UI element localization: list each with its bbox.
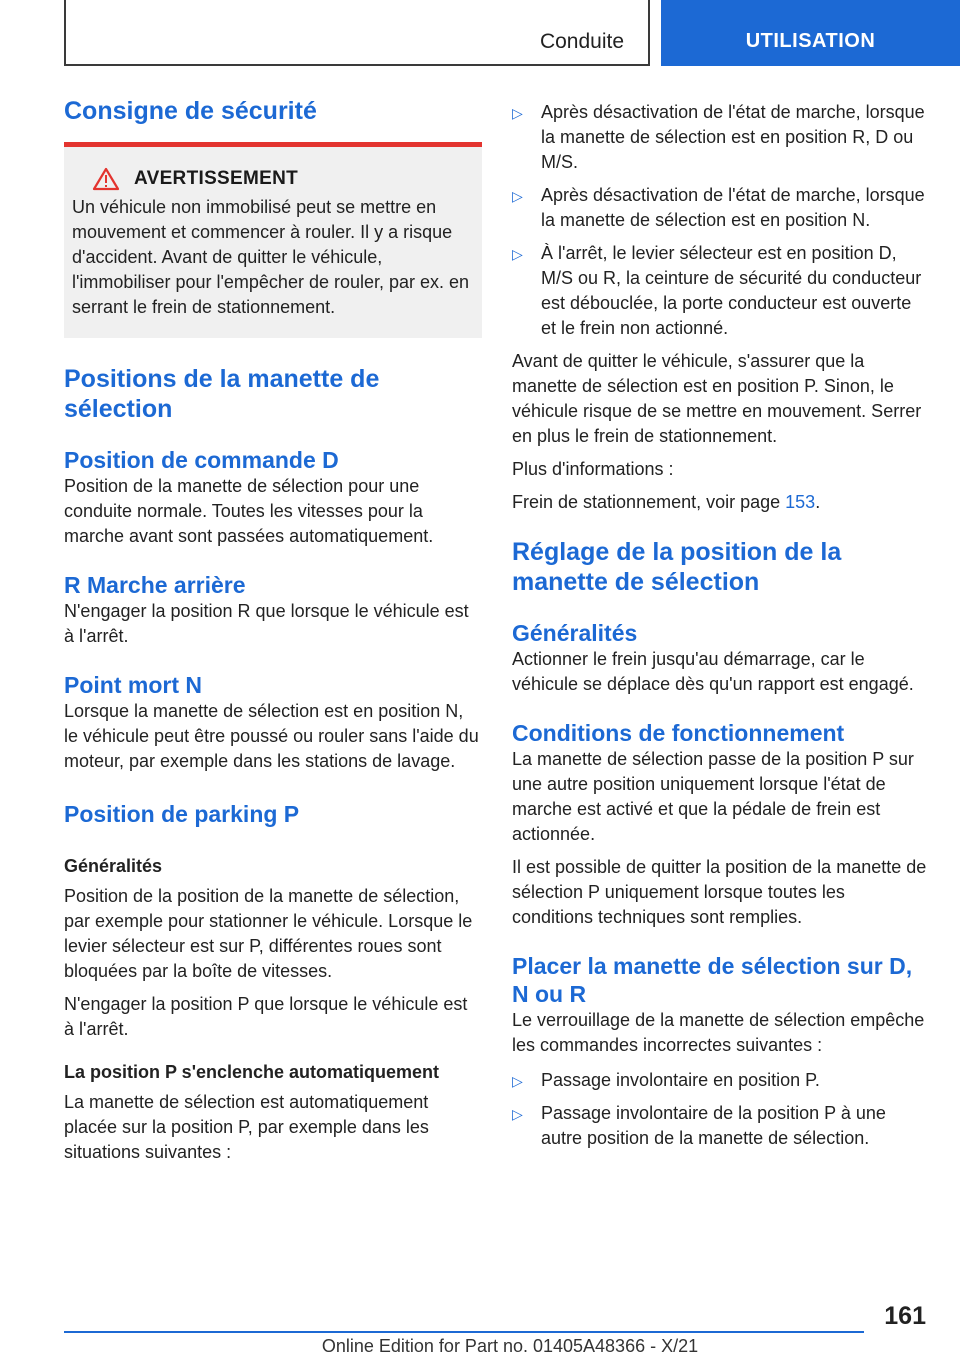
footer-edition: Online Edition for Part no. 01405A48366 - X/21 [321, 1336, 699, 1356]
warning-text: Un véhicule non immobilisé peut se mettre en mouvement et commencer à rouler. Il y a risque d'accident. Avant de quitter le véhicule, l'immobiliser pour l'empêcher de rouler, par ex. en serrant le frein de stationnement. [72, 197, 470, 317]
header-chapter-label: UTILISATION [745, 30, 876, 52]
list-item: ▷ À l'arrêt, le levier sélecteur est en position D, M/S ou R, la ceinture de sécurité du conducteur est débouclée, la porte conducteur est ouverte et le frein non actionné. [512, 243, 922, 338]
list-item: ▷ Après désactivation de l'état de marche, lorsque la manette de sélection est en position R, D ou M/S. [512, 102, 925, 172]
heading-position-d: Position de commande D [64, 447, 339, 473]
triangle-bullet-icon: ▷ [512, 1106, 523, 1122]
text-more-info: Plus d'informations : [512, 459, 674, 479]
list-item: ▷ Passage involontaire en position P. [512, 1068, 930, 1093]
header-chapter-tab[interactable] [661, 0, 960, 66]
warning-title: AVERTISSEMENT [134, 168, 299, 189]
page-number: 161 [884, 1302, 926, 1330]
triangle-bullet-icon: ▷ [512, 1073, 523, 1089]
text-position-n: Lorsque la manette de sélection est en position N, le véhicule peut être poussé ou rouler sans l'aide du moteur, par exemple dans les stations de lavage. [64, 701, 479, 771]
list-item: ▷ Passage involontaire de la position P à une autre position de la manette de sélection. [512, 1103, 886, 1148]
heading-positions: Positions de la manette de sélection [64, 365, 380, 423]
text-position-p-1: Position de la position de la manette de sélection, par exemple pour stationner le véhicule. Lorsque le levier sélecteur est sur P, différentes roues sont bloquées par la boîte de vitesses. [64, 886, 473, 981]
left-column [64, 96, 482, 1165]
auto-p-situations-list [512, 100, 930, 341]
right-column [512, 100, 930, 1159]
heading-general: Généralités [512, 620, 638, 646]
text-position-d: Position de la manette de sélection pour une conduite normale. Toutes les vitesses pour la marche avant sont passées automatiquement. [64, 476, 434, 546]
list-item: ▷ Après désactivation de l'état de marche, lorsque la manette de sélection est en position N. [512, 185, 925, 230]
triangle-bullet-icon: ▷ [512, 246, 523, 262]
heading-position-p: Position de parking P [64, 801, 300, 827]
heading-position-r: R Marche arrière [64, 572, 246, 598]
heading-conditions: Conditions de fonctionnement [512, 720, 845, 746]
footer-rule [64, 1331, 864, 1333]
text-position-r: N'engager la position R que lorsque le véhicule est à l'arrêt. [64, 601, 469, 646]
text-reference: Frein de stationnement, voir page 153. [512, 492, 821, 512]
triangle-bullet-icon: ▷ [512, 188, 523, 204]
header-frame [64, 0, 650, 66]
text-general: Actionner le frein jusqu'au démarrage, car le véhicule se déplace dès qu'un rapport est engagé. [512, 649, 914, 694]
text-leave-vehicle: Avant de quitter le véhicule, s'assurer que la manette de sélection est en position P. Sinon, le véhicule risque de se mettre en mouvement. Serrer en plus le frein de stationnement. [512, 351, 922, 446]
warning-box [64, 147, 482, 338]
triangle-bullet-icon: ▷ [512, 105, 523, 121]
text-position-p-2: N'engager la position P que lorsque le véhicule est à l'arrêt. [64, 994, 468, 1039]
warning-title-row [72, 167, 476, 191]
warning-triangle-icon [92, 167, 120, 191]
header-section-title: Conduite [539, 30, 624, 53]
text-conditions-1: La manette de sélection passe de la position P sur une autre position uniquement lorsque l'état de marche est activé et que la pédale de frein est actionnée. [512, 749, 914, 844]
heading-placer: Placer la manette de sélection sur D, N ou R [512, 953, 913, 1007]
subheading-p-general: Généralités [64, 856, 163, 876]
text-placer: Le verrouillage de la manette de sélection empêche les commandes incorrectes suivantes : [512, 1010, 925, 1055]
heading-position-n: Point mort N [64, 672, 202, 698]
page-reference-link[interactable]: 153 [785, 492, 816, 512]
heading-reglage: Réglage de la position de la manette de sélection [512, 538, 842, 596]
subheading-p-auto: La position P s'enclenche automatiquement [64, 1062, 440, 1082]
text-position-p-auto: La manette de sélection est automatiquement placée sur la position P, par exemple dans les situations suivantes : [64, 1092, 429, 1162]
text-conditions-2: Il est possible de quitter la position de la manette de sélection P uniquement lorsque toutes les conditions techniques sont remplies. [512, 857, 927, 927]
heading-safety: Consigne de sécurité [64, 97, 317, 125]
incorrect-commands-list [512, 1068, 930, 1151]
